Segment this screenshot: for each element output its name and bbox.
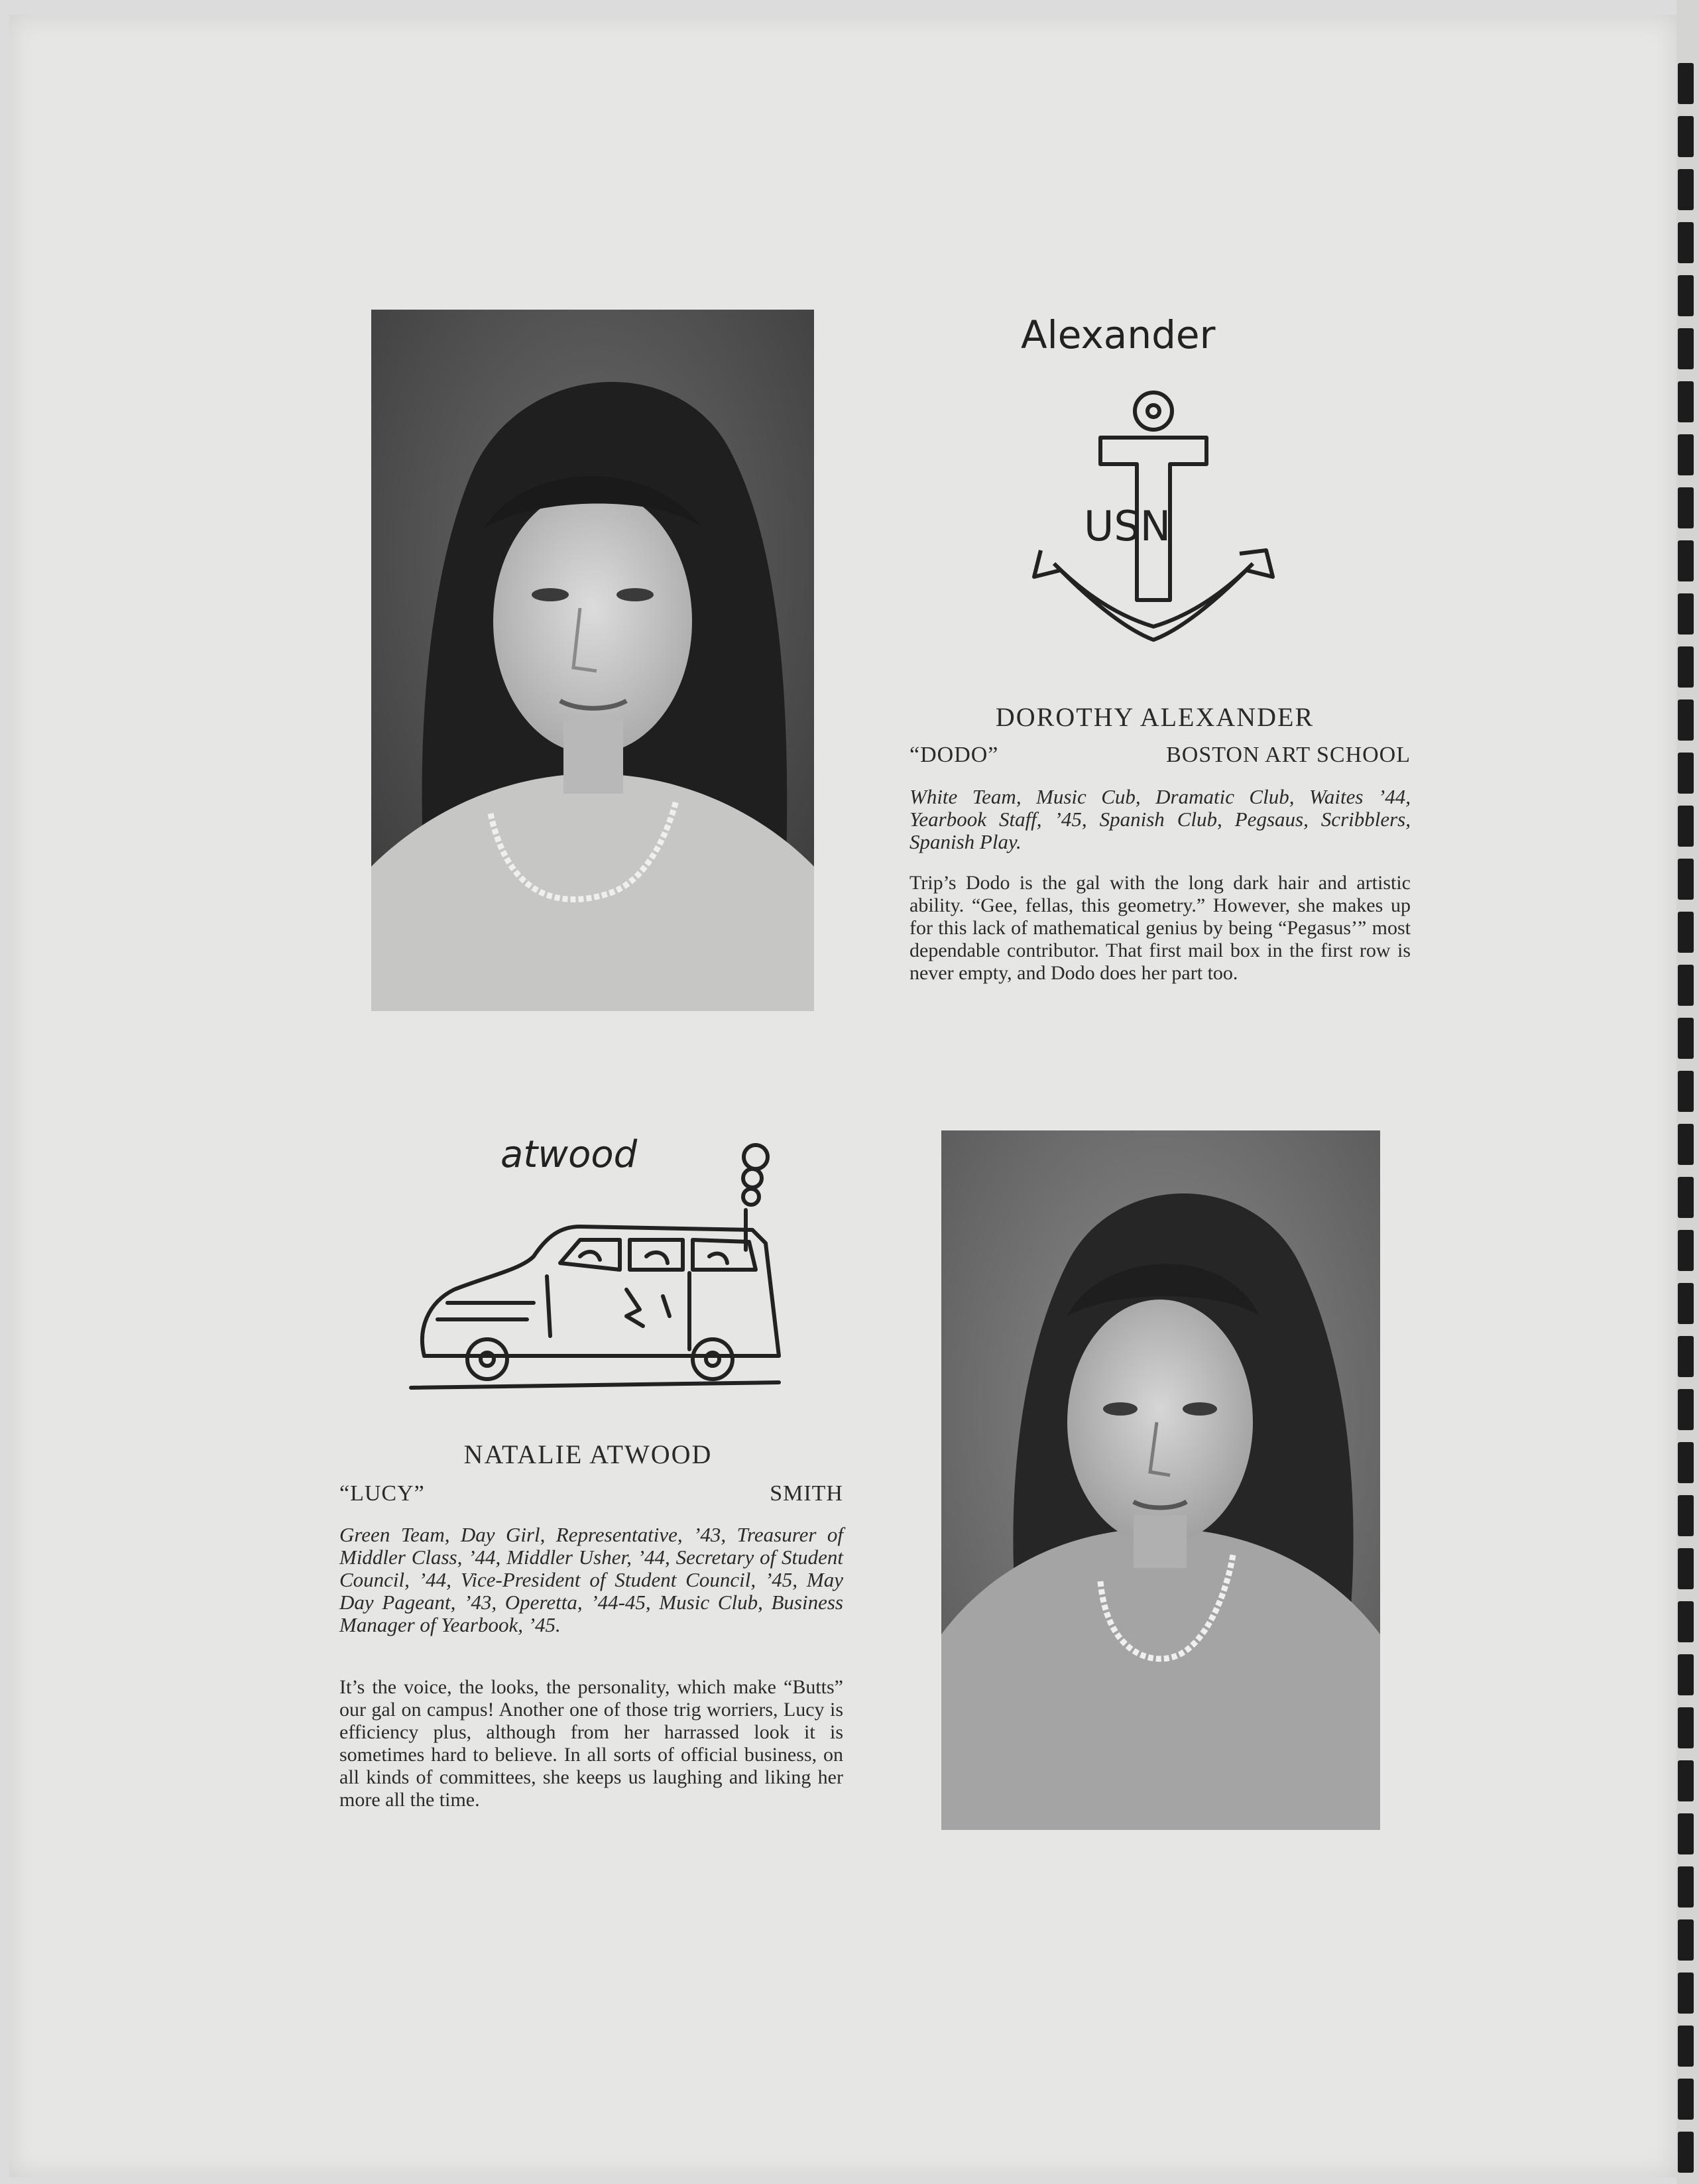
binding-hole bbox=[1678, 806, 1694, 847]
binding-hole bbox=[1678, 1230, 1694, 1271]
emblem-letters-text: USN bbox=[1084, 502, 1171, 550]
binding-hole bbox=[1678, 1389, 1694, 1430]
bio-atwood: It’s the voice, the looks, the personality, which make “Butts” our gal on campus! Another one of those trig worriers, Lucy is efficiency plus, although from her harrassed look it is sometimes hard to believe. In all sorts of official business, on all kinds of committees, she keeps us laughing and liking her more all the time. bbox=[339, 1676, 843, 1811]
binding-hole bbox=[1678, 487, 1694, 528]
binding-hole bbox=[1678, 540, 1694, 581]
nickname-atwood: “LUCY” bbox=[339, 1481, 425, 1506]
anchor-icon bbox=[1027, 385, 1279, 643]
bio-alexander: Trip’s Dodo is the gal with the long dark hair and artistic ability. “Gee, fellas, this geometry.” However, she makes up for this lack of mathematical genius by being “Pegasus’” most dependable contributor. That first mail box in the first row is never empty, and Dodo does her part too. bbox=[909, 872, 1411, 984]
binding-hole bbox=[1678, 2026, 1694, 2067]
signature-alexander-art bbox=[1014, 302, 1293, 361]
binding-hole bbox=[1678, 2079, 1694, 2120]
binding-hole bbox=[1678, 1018, 1694, 1059]
binding-hole bbox=[1678, 965, 1694, 1006]
binding-hole bbox=[1678, 434, 1694, 475]
destination-alexander: BOSTON ART SCHOOL bbox=[1166, 743, 1411, 767]
binding-hole bbox=[1678, 912, 1694, 953]
binding-hole bbox=[1678, 1654, 1694, 1695]
signature-atwood-text: atwood bbox=[500, 1133, 638, 1176]
binding-hole bbox=[1678, 275, 1694, 316]
binding-hole bbox=[1678, 1548, 1694, 1589]
activities-atwood: Green Team, Day Girl, Representative, ’43, Treasurer of Middler Class, ’44, Middler Usher, ’44, Secretary of Student Council, ’44, Vice-President of Student Council, ’45, May Day Pageant, ’43, Operetta, ’44-45, Music Club, Business Manager of Yearbook, ’45. bbox=[339, 1523, 843, 1636]
student-name-atwood: NATALIE ATWOOD bbox=[463, 1439, 713, 1469]
portrait-photo-alexander bbox=[371, 310, 814, 1011]
binding-hole bbox=[1678, 63, 1694, 104]
binding-hole bbox=[1678, 1124, 1694, 1165]
binding-hole bbox=[1678, 1760, 1694, 1801]
binding-hole bbox=[1678, 2132, 1694, 2173]
subline-alexander bbox=[909, 743, 1411, 768]
binding-hole bbox=[1678, 1919, 1694, 1961]
binding-hole bbox=[1678, 1336, 1694, 1377]
nickname-alexander: “DODO” bbox=[909, 743, 999, 767]
binding-hole bbox=[1678, 328, 1694, 369]
binding-hole bbox=[1678, 1442, 1694, 1483]
binding-hole bbox=[1678, 699, 1694, 741]
binding-hole bbox=[1678, 169, 1694, 210]
binding-hole bbox=[1678, 1866, 1694, 1908]
signature-alexander-text: Alexander bbox=[1021, 312, 1216, 357]
student-name-alexander: DOROTHY ALEXANDER bbox=[995, 702, 1315, 732]
binding-hole bbox=[1678, 116, 1694, 157]
activities-alexander: White Team, Music Cub, Dramatic Club, Waites ’44, Yearbook Staff, ’45, Spanish Club, Pegsaus, Scribblers, Spanish Play. bbox=[909, 785, 1411, 853]
binding-hole bbox=[1678, 1177, 1694, 1218]
binding-hole bbox=[1678, 1601, 1694, 1642]
portrait-photo-atwood-art bbox=[941, 1130, 1380, 1830]
binding-hole bbox=[1678, 646, 1694, 688]
paper-sheet bbox=[9, 15, 1676, 2177]
portrait-photo-alexander-art bbox=[371, 310, 814, 1011]
binding-hole bbox=[1678, 1972, 1694, 2014]
signature-alexander bbox=[1014, 302, 1293, 361]
binding-hole bbox=[1678, 1071, 1694, 1112]
binding-hole bbox=[1678, 753, 1694, 794]
binding-hole bbox=[1678, 1283, 1694, 1324]
binding-hole bbox=[1678, 381, 1694, 422]
destination-atwood: SMITH bbox=[770, 1481, 843, 1506]
binding-hole bbox=[1678, 1495, 1694, 1536]
portrait-photo-atwood bbox=[941, 1130, 1380, 1830]
anchor-drawing bbox=[1027, 385, 1279, 643]
binding-hole bbox=[1678, 593, 1694, 635]
station-wagon-drawing bbox=[408, 1137, 786, 1396]
binding-hole bbox=[1678, 222, 1694, 263]
subline-atwood bbox=[339, 1481, 843, 1506]
binding-hole bbox=[1678, 1707, 1694, 1748]
binding-hole bbox=[1678, 859, 1694, 900]
station-wagon-icon bbox=[408, 1137, 786, 1396]
binding-hole bbox=[1678, 1813, 1694, 1854]
